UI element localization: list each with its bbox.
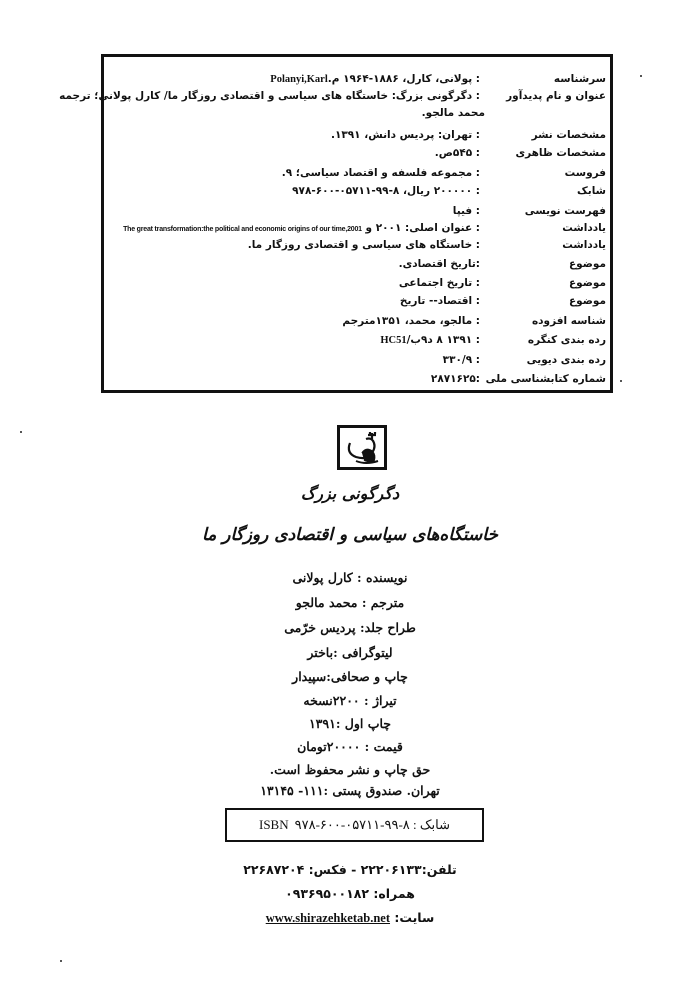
- cip-row-subject-1: موضوع :تاریخ اقتصادی.: [398, 258, 606, 270]
- cip-row-series: فروست : مجموعه فلسفه و اقتصاد سیاسی؛ ۹.: [281, 167, 606, 179]
- cip-row-note-original: یادداشت : عنوان اصلی: ۲۰۰۱ و The great transformation:the political and economic origins of our time,2001: [104, 220, 610, 236]
- scan-speck: [60, 960, 62, 962]
- book-subtitle: خاستگاه‌های سیاسی و اقتصادی روزگار ما: [202, 525, 498, 545]
- scan-speck: [640, 75, 642, 77]
- scan-speck: [620, 380, 622, 382]
- cip-value: : عنوان اصلی: ۲۰۰۱ و The great transformation:the political and economic origins of our time,2001: [123, 222, 480, 234]
- publisher-logo-icon: [337, 425, 387, 470]
- cip-row-national-bib: شماره کتابشناسی ملی :۲۸۷۱۶۲۵: [430, 373, 606, 385]
- calligraphy-logo-icon: [342, 429, 382, 467]
- credit-copyright: حق چاپ و نشر محفوظ است.: [269, 762, 431, 777]
- cip-row-title-cont: [104, 105, 610, 121]
- cip-label: عنوان و نام پدیدآور: [506, 90, 606, 102]
- cip-row-dewey: رده بندی دیویی : ۳۳۰/۹: [442, 354, 606, 366]
- isbn-box: [225, 808, 484, 842]
- credit-author: نویسنده : کارل پولانی: [292, 570, 408, 585]
- cip-value: محمد مالجو.: [421, 107, 485, 119]
- cip-catalog-box: [59, 54, 613, 393]
- cip-label: سرشناسه: [553, 73, 606, 85]
- contact-phone-fax: تلفن:۲۲۲۰۶۱۳۳ - فکس: ۲۲۶۸۷۲۰۴: [243, 862, 457, 877]
- website-link[interactable]: www.shirazehketab.net: [265, 911, 391, 925]
- cip-row-physical: مشخصات ظاهری : ۵۴۵ص.: [434, 147, 606, 159]
- credit-po-box: تهران. صندوق پستی :۱۱۱- ۱۳۱۴۵: [260, 783, 440, 798]
- isbn-latin: ISBN: [259, 817, 289, 832]
- cip-row-note: یادداشت : خاستگاه های سیاسی و اقتصادی روزگار ما.: [247, 239, 606, 251]
- cip-value: : پولانی، کارل، ۱۸۸۶-۱۹۶۴ م.Polanyi,Karl: [270, 73, 480, 85]
- cip-value: : دگرگونی بزرگ: خاستگاه های سیاسی و اقتصادی روزگار ما/ کارل پولانی؛ ترجمه: [59, 90, 480, 102]
- cip-row-isbn: شابک : ۲۰۰۰۰۰ ریال، ۸-۹۹-۰۵۷۱۱-۶۰۰-۹۷۸: [292, 185, 606, 197]
- credit-cover-designer: طراح جلد: پردیس خرّمی: [284, 620, 416, 635]
- cip-row-lc-class: رده بندی کنگره : ۱۳۹۱ ۸ د۹ب/HC51: [104, 332, 610, 348]
- credit-first-edition: چاپ اول :۱۳۹۱: [308, 716, 392, 731]
- cip-value: : ۱۳۹۱ ۸ د۹ب/HC51: [380, 334, 480, 346]
- contact-website: [0, 910, 700, 926]
- credit-print-run: تیراژ : ۲۲۰۰نسخه: [303, 693, 397, 708]
- cip-row-subject-2: موضوع : تاریخ اجتماعی: [398, 277, 606, 289]
- cip-row-cataloging: فهرست نویسی : فیپا: [452, 205, 606, 217]
- isbn-label: شابک : ۸-۹۹-۰۵۷۱۱-۶۰۰-۹۷۸: [294, 817, 450, 832]
- book-title: دگرگونی بزرگ: [300, 484, 400, 503]
- credit-translator: مترجم : محمد مالجو: [295, 595, 405, 610]
- credit-printing: چاپ و صحافی:سپیدار: [292, 669, 408, 684]
- cip-row-publication: مشخصات نشر : تهران: پردیس دانش، ۱۳۹۱.: [330, 129, 606, 141]
- cip-row-added-entry: شناسه افزوده : مالجو، محمد، ۱۳۵۱مترجم: [342, 315, 606, 327]
- contact-mobile: همراه: ۰۹۳۶۹۵۰۰۱۸۲: [285, 886, 415, 901]
- credit-lithography: لیتوگرافی :باختر: [307, 645, 393, 660]
- credit-price: قیمت : ۲۰۰۰۰تومان: [297, 739, 403, 754]
- website-label: سایت:: [394, 910, 435, 925]
- cip-row-title: [59, 88, 610, 104]
- cip-row-heading: [104, 71, 610, 87]
- cip-row-subject-3: موضوع : اقتصاد-- تاریخ: [399, 295, 606, 307]
- scan-speck: [20, 431, 22, 433]
